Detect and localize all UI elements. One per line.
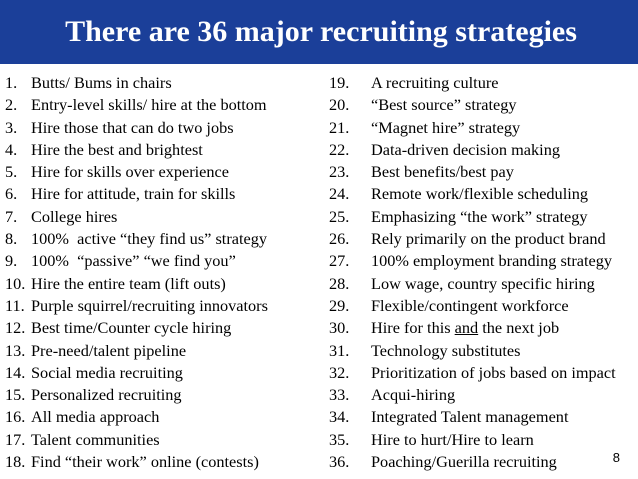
item-text: Entry-level skills/ hire at the bottom bbox=[31, 95, 267, 115]
item-number: 8. bbox=[5, 229, 18, 249]
item-text: Hire for attitude, train for skills bbox=[31, 184, 236, 204]
item-text: Integrated Talent management bbox=[371, 407, 569, 427]
item-text: Personalized recruiting bbox=[31, 385, 182, 405]
list-item bbox=[329, 451, 629, 473]
item-number: 1. bbox=[5, 73, 18, 92]
item-text: Purple squirrel/recruiting innovators bbox=[31, 295, 268, 315]
item-number: 30. bbox=[329, 318, 350, 338]
item-number: 13. bbox=[5, 340, 26, 360]
item-text: “Best source” strategy bbox=[371, 95, 517, 115]
list-item bbox=[5, 406, 315, 428]
item-text: Poaching/Guerilla recruiting bbox=[371, 452, 557, 472]
item-text: Prioritization of jobs based on impact bbox=[371, 362, 616, 382]
item-text: Rely primarily on the product brand bbox=[371, 229, 606, 249]
item-number: 32. bbox=[329, 362, 350, 382]
item-number: 5. bbox=[5, 162, 18, 182]
item-text: “Magnet hire” strategy bbox=[371, 117, 521, 137]
item-text: All media approach bbox=[31, 407, 160, 427]
list-item bbox=[329, 94, 629, 116]
item-text: 100% active “they find us” strategy bbox=[31, 229, 267, 249]
item-text: Flexible/contingent workforce bbox=[371, 295, 569, 315]
item-number: 12. bbox=[5, 318, 26, 338]
list-item bbox=[5, 340, 315, 362]
item-text: Social media recruiting bbox=[31, 362, 183, 382]
item-text: Data-driven decision making bbox=[371, 139, 560, 159]
list-item bbox=[5, 206, 315, 228]
item-text: 100% employment branding strategy bbox=[371, 251, 612, 271]
item-text: 100% “passive” “we find you” bbox=[31, 251, 236, 271]
item-text: College hires bbox=[31, 206, 118, 226]
list-item bbox=[329, 206, 629, 228]
item-number: 17. bbox=[5, 429, 26, 449]
list-item bbox=[329, 250, 629, 272]
item-number: 7. bbox=[5, 206, 18, 226]
item-text: Low wage, country specific hiring bbox=[371, 273, 595, 293]
item-number: 19. bbox=[329, 73, 350, 92]
item-text-underlined: and bbox=[454, 318, 479, 338]
item-text: Hire the entire team (lift outs) bbox=[31, 273, 226, 293]
page-number: 8 bbox=[612, 450, 620, 465]
item-number: 36. bbox=[329, 452, 350, 472]
item-number: 14. bbox=[5, 362, 26, 382]
list-item bbox=[5, 451, 315, 473]
list-item bbox=[329, 384, 629, 406]
list-item bbox=[5, 362, 315, 384]
title-bar bbox=[0, 0, 638, 64]
item-number: 34. bbox=[329, 407, 350, 427]
list-item bbox=[329, 362, 629, 384]
item-text: Technology substitutes bbox=[371, 340, 521, 360]
item-text: Acqui-hiring bbox=[371, 385, 456, 405]
list-item bbox=[5, 273, 315, 295]
item-text-after: the next job bbox=[478, 318, 560, 338]
list-item bbox=[5, 317, 315, 339]
item-text: Pre-need/talent pipeline bbox=[31, 340, 187, 360]
item-number: 22. bbox=[329, 139, 350, 159]
item-text: Hire the best and brightest bbox=[31, 139, 203, 159]
item-text: Talent communities bbox=[31, 429, 160, 449]
list-item bbox=[329, 228, 629, 250]
slide-title: There are 36 major recruiting strategies bbox=[65, 15, 577, 48]
list-item bbox=[5, 117, 315, 139]
item-number: 26. bbox=[329, 229, 350, 249]
list-item bbox=[5, 139, 315, 161]
item-number: 21. bbox=[329, 117, 350, 137]
list-item bbox=[329, 340, 629, 362]
list-item bbox=[5, 228, 315, 250]
item-text-before: Hire for this bbox=[371, 318, 455, 338]
list-item bbox=[5, 384, 315, 406]
list-item bbox=[329, 429, 629, 451]
list-item bbox=[5, 183, 315, 205]
item-number: 2. bbox=[5, 95, 18, 115]
item-number: 33. bbox=[329, 385, 350, 405]
list-item bbox=[329, 317, 629, 339]
item-number: 4. bbox=[5, 139, 18, 159]
item-number: 6. bbox=[5, 184, 18, 204]
item-number: 11. bbox=[5, 295, 25, 315]
list-item bbox=[5, 250, 315, 272]
item-number: 3. bbox=[5, 117, 18, 137]
item-number: 27. bbox=[329, 251, 350, 271]
item-text: Find “their work” online (contests) bbox=[31, 452, 259, 472]
item-text: A recruiting culture bbox=[371, 73, 499, 92]
item-text: Remote work/flexible scheduling bbox=[371, 184, 589, 204]
item-number: 31. bbox=[329, 340, 350, 360]
item-text: Emphasizing “the work” strategy bbox=[371, 206, 588, 226]
item-text: Hire for skills over experience bbox=[31, 162, 230, 182]
item-number: 29. bbox=[329, 295, 350, 315]
strategy-list-right bbox=[329, 72, 629, 473]
item-number: 24. bbox=[329, 184, 350, 204]
item-number: 35. bbox=[329, 429, 350, 449]
list-item bbox=[329, 273, 629, 295]
list-item bbox=[329, 72, 629, 94]
item-number: 10. bbox=[5, 273, 26, 293]
item-number: 20. bbox=[329, 95, 350, 115]
item-text: Best time/Counter cycle hiring bbox=[31, 318, 232, 338]
list-item bbox=[329, 406, 629, 428]
list-item bbox=[5, 94, 315, 116]
list-item bbox=[329, 117, 629, 139]
list-item bbox=[5, 161, 315, 183]
item-text: Hire to hurt/Hire to learn bbox=[371, 429, 534, 449]
item-number: 18. bbox=[5, 452, 26, 472]
item-text: Best benefits/best pay bbox=[371, 162, 514, 182]
item-number: 16. bbox=[5, 407, 26, 427]
item-text bbox=[371, 317, 559, 339]
item-text: Hire those that can do two jobs bbox=[31, 117, 234, 137]
list-item bbox=[5, 295, 315, 317]
item-number: 9. bbox=[5, 251, 18, 271]
item-number: 25. bbox=[329, 206, 350, 226]
list-item bbox=[329, 183, 629, 205]
item-text: Butts/ Bums in chairs bbox=[31, 73, 172, 92]
list-item bbox=[5, 429, 315, 451]
list-item bbox=[5, 72, 315, 94]
item-number: 23. bbox=[329, 162, 350, 182]
strategy-list-left bbox=[5, 72, 315, 473]
list-item bbox=[329, 139, 629, 161]
item-number: 28. bbox=[329, 273, 350, 293]
list-item bbox=[329, 295, 629, 317]
list-item bbox=[329, 161, 629, 183]
item-number: 15. bbox=[5, 385, 26, 405]
